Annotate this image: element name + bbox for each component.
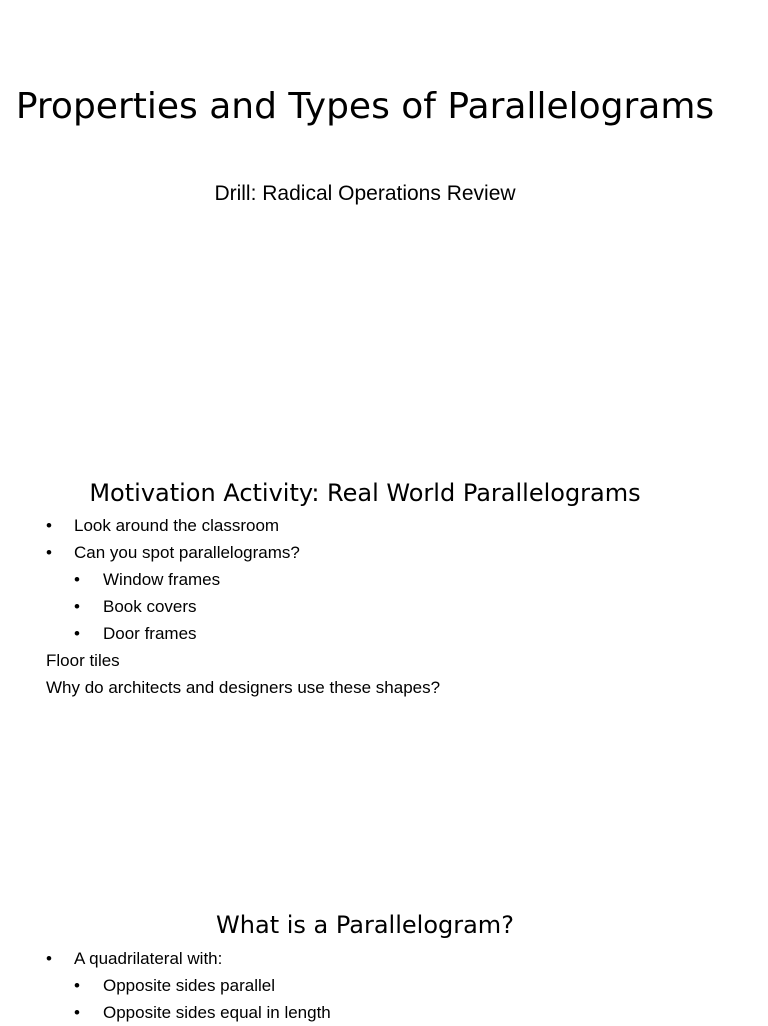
list-item: • Look around the classroom bbox=[46, 512, 300, 539]
sub-list-item: • Opposite sides equal in length bbox=[46, 999, 331, 1026]
slide-subtitle: Drill: Radical Operations Review bbox=[214, 182, 516, 205]
definition-bullet-list bbox=[46, 945, 331, 1026]
sub-list-item: • Book covers bbox=[46, 593, 300, 620]
sub-list-item: • Window frames bbox=[46, 566, 300, 593]
motivation-slide-title: Motivation Activity: Real World Parallelograms bbox=[89, 479, 641, 507]
slide-title: Properties and Types of Parallelograms bbox=[15, 86, 715, 127]
list-item: • A quadrilateral with: bbox=[46, 945, 331, 972]
motivation-bullet-list bbox=[46, 512, 300, 647]
sub-list-item: • Door frames bbox=[46, 620, 300, 647]
definition-slide-title: What is a Parallelogram? bbox=[216, 911, 514, 939]
paragraph-line: Why do architects and designers use these shapes? bbox=[46, 678, 441, 697]
list-item: • Can you spot parallelograms? bbox=[46, 539, 300, 566]
paragraph-line: Floor tiles bbox=[46, 651, 120, 670]
sub-list-item: • Opposite sides parallel bbox=[46, 972, 331, 999]
